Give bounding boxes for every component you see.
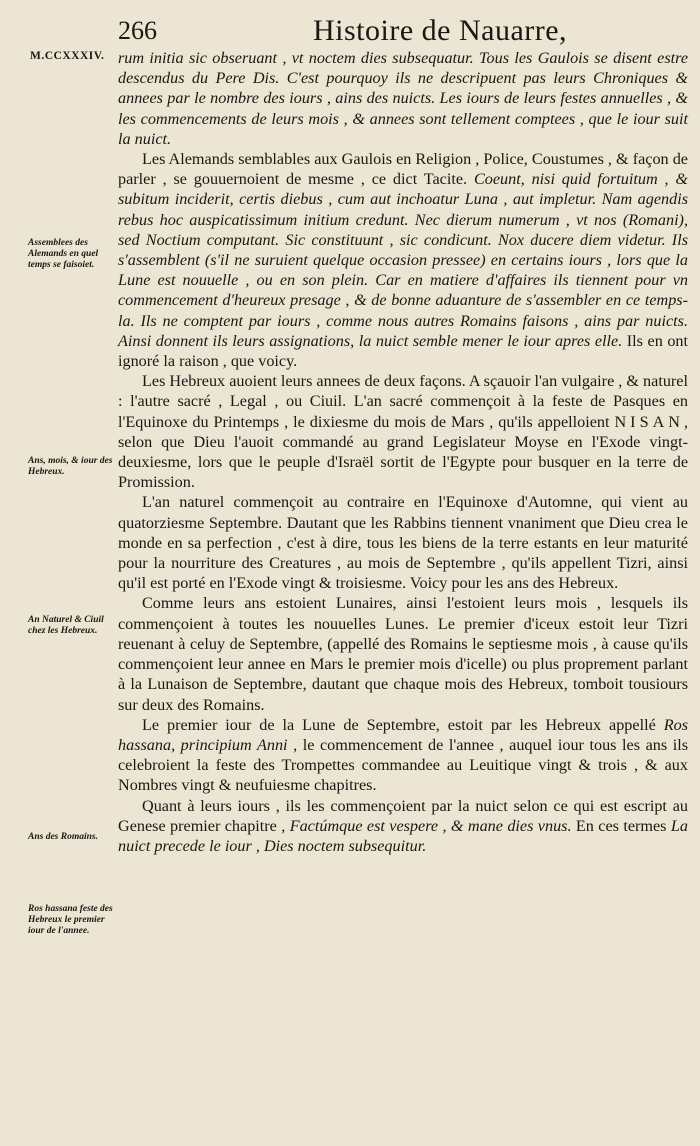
text-run: La nuict precede le iour , Dies noctem subsequitur. [118, 816, 688, 855]
paragraph [118, 48, 688, 149]
page-number: 266 [118, 16, 157, 45]
text-run: Ros hassana, principium Anni [118, 715, 688, 754]
paragraph [118, 715, 688, 796]
paragraph [118, 371, 688, 492]
paragraph [118, 149, 688, 371]
year-mark: M.CCXXXIV. [30, 50, 105, 62]
text-run: Quant à leurs iours , ils les commençoient par la nuict selon ce qui est escript au Genese premier chapitre , [118, 796, 688, 835]
text-run: Les Alemands semblables aux Gaulois en Religion , Police, Coustumes , & façon de parler , se gouuernoient de mesme , ce dict Tacite. [118, 150, 688, 189]
paragraph [118, 593, 688, 714]
paragraph [118, 492, 688, 593]
text-run: L'an naturel commençoit au contraire en l'Equinoxe d'Automne, qui vient au quatorziesme Septembre. Dautant que les Rabbins tiennent vnaniment que Dieu crea le monde en sa perfection , c'est à dire, tous les biens de la terre estants en leur maturité pour la nourriture des Creatures , au mois de Septembre , qu'ils appellent Tizri, ainsi qu'il est porté en l'Exode vingt & troisiesme. Voicy pour les ans des Hebreux. [118, 493, 688, 593]
running-title: Histoire de Nauarre, [313, 14, 568, 47]
text-run: , le commencement de l'annee , auquel iour tous les ans ils celebroient la feste des Trompettes commandee au Leuitique vingt & trois , & aux Nombres vingt & neufuiesme chapitres. [118, 735, 689, 795]
text-run: En ces termes [571, 816, 671, 835]
text-run: Le premier iour de la Lune de Septembre, estoit par les Hebreux appellé [142, 715, 664, 734]
body-text [118, 48, 688, 856]
text-run: Ils en ont ignoré la raison , que voicy. [118, 331, 689, 371]
text-run: Coeunt, nisi quid fortuitum , & subitum inciderit, certis diebus , cum aut inchoatur Luna , aut impletur. Nam agendis rebus hoc auspicatissimum initium credunt. Nec dierum numerum , vt nos (Romani), sed Noctium computant. Sic constituunt , sic condicunt. Nox ducere diem videtur. Ils s'assemblent (s'il ne suruient quelque occasion pressee) en certains iours , lors que la Lune est nouuelle , ou en son plein. Car en matiere d'affaires ils tiennent pour vn commencement d'heureux presage , & de bonne aduanture de s'assembler en ce temps-la. Ils ne comptent par iours , comme nous autres Romains faisons , ains par nuicts. Ainsi donnent ils leurs assignations, la nuict semble mener le iour apres elle. [118, 170, 688, 350]
margin-note-ans-romains: Ans des Romains. [28, 832, 98, 842]
text-run: NISAN [614, 412, 684, 431]
margin-note-assemblees: Assemblees des Alemands en quel temps se faisoiet. [28, 238, 99, 270]
margin-note-ros-hassana: Ros hassana feste des Hebreux le premier iour de l'annee. [28, 904, 113, 936]
text-run: , selon que Dieu l'auoit commandé au grand Legislateur Moyse en l'Exode vingt-deuxiesme, lors que le peuple d'Israël sortit de l'Egypte pour busquer en la terre de Promission. [118, 412, 688, 492]
text-run: Factúmque est vespere , & mane dies vnus. [289, 816, 572, 835]
page-header [118, 10, 688, 50]
margin-note-ans-mois: Ans, mois, & iour des Hebreux. [28, 456, 113, 477]
paragraph [118, 796, 688, 857]
margin-note-an-naturel: An Naturel & Ciuil chez les Hebreux. [28, 615, 104, 636]
text-run: rum initia sic obseruant , vt noctem dies subsequatur. Tous les Gaulois se disent estre descendus du Pere Dis. C'est pourquoy ils ne descripuent pas leurs Chroniques & annees par le nombre des iours , ains des nuicts. Les iours de leurs festes annuelles , & les commencements de leurs mois , & annees sont tellement comptees , que le iour suit la nuict. [118, 49, 688, 148]
text-run: Comme leurs ans estoient Lunaires, ainsi l'estoient leurs mois , lesquels ils commençoient à toutes les nouuelles Lunes. Le premier d'iceux estoit leur Tizri reuenant à celuy de Septembre, (appellé des Romains le septiesme mois , à cause qu'ils commençoient leur annee en Mars le premier mois d'icelle) ou plus proprement parlant à la Lunaison de Septembre, dautant que chaque mois des Hebreux, tomboit tousiours sur deux des Romains. [118, 594, 688, 714]
text-run: Les Hebreux auoient leurs annees de deux façons. A sçauoir l'an vulgaire , & naturel : l'autre sacré , Legal , ou Ciuil. L'an sacré commençoit à la feste de Pasques en l'Equinoxe du Printemps , le dixiesme du mois de Mars , qu'ils appelloient [118, 372, 688, 431]
